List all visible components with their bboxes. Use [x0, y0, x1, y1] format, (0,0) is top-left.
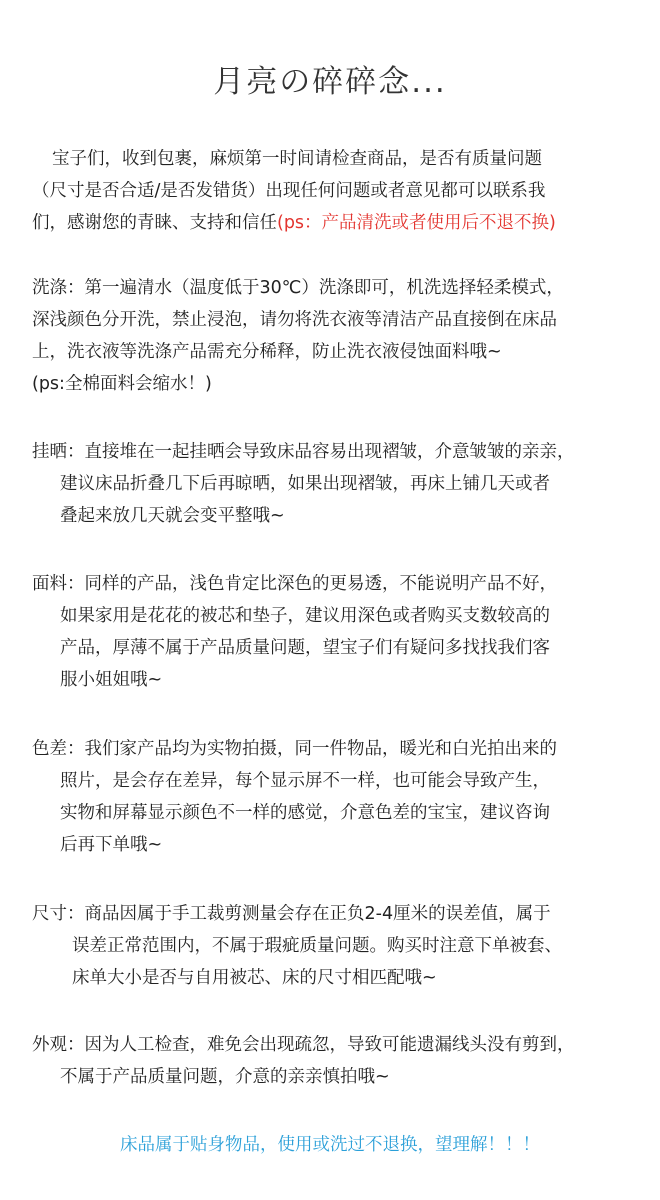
footer-note: 床品属于贴身物品，使用或洗过不退换，望理解！！！: [120, 1135, 540, 1155]
fabric-section: [32, 568, 644, 696]
appearance-line: 外观：因为人工检查，难免会出现疏忽，导致可能遗漏线头没有剪到，: [32, 1035, 575, 1055]
washing-line: 深浅颜色分开洗，禁止浸泡，请勿将洗衣液等清洁产品直接倒在床品: [32, 310, 557, 330]
size-line: 误差正常范围内，不属于瑕疵质量问题。购买时注意下单被套、: [72, 936, 562, 956]
intro-line-2: （尺寸是否合适/是否发错货）出现任何问题或者意见都可以联系我: [32, 181, 546, 201]
drying-line: 挂晒：直接堆在一起挂晒会导致床品容易出现褶皱，介意皱皱的亲亲，: [32, 442, 575, 462]
fabric-line: 面料：同样的产品，浅色肯定比深色的更易透，不能说明产品不好，: [32, 574, 557, 594]
intro-line-1: 宝子们，收到包裹，麻烦第一时间请检查商品，是否有质量问题: [52, 149, 542, 169]
size-section: [32, 898, 644, 994]
color-diff-line: 照片，是会存在差异，每个显示屏不一样，也可能会导致产生，: [60, 771, 550, 791]
no-return-warning: (ps：产品清洗或者使用后不退不换): [277, 213, 556, 233]
drying-line: 叠起来放几天就会变平整哦~: [60, 506, 285, 526]
washing-section: [32, 272, 644, 400]
intro-paragraph: [32, 143, 642, 239]
size-line: 尺寸：商品因属于手工裁剪测量会存在正负2-4厘米的误差值，属于: [32, 904, 551, 924]
washing-line: 上，洗衣液等洗涤产品需充分稀释，防止洗衣液侵蚀面料哦~: [32, 342, 502, 362]
page-title: 月亮の碎碎念...: [213, 64, 447, 100]
fabric-line: 产品，厚薄不属于产品质量问题，望宝子们有疑问多找找我们客: [60, 638, 550, 658]
washing-line: 洗涤：第一遍清水（温度低于30℃）洗涤即可，机洗选择轻柔模式，: [32, 278, 564, 298]
fabric-line: 如果家用是花花的被芯和垫子，建议用深色或者购买支数较高的: [60, 606, 550, 626]
color-diff-line: 后再下单哦~: [60, 835, 163, 855]
washing-note: (ps:全棉面料会缩水！): [32, 374, 212, 394]
fabric-line: 服小姐姐哦~: [60, 670, 163, 690]
drying-line: 建议床品折叠几下后再晾晒，如果出现褶皱，再床上铺几天或者: [60, 474, 550, 494]
appearance-section: [32, 1029, 644, 1093]
drying-section: [32, 436, 644, 532]
intro-line-3: 们，感谢您的青睐、支持和信任: [32, 213, 277, 233]
color-diff-line: 色差：我们家产品均为实物拍摄，同一件物品，暖光和白光拍出来的: [32, 739, 557, 759]
color-diff-line: 实物和屏幕显示颜色不一样的感觉，介意色差的宝宝，建议咨询: [60, 803, 550, 823]
color-difference-section: [32, 733, 644, 861]
size-line: 床单大小是否与自用被芯、床的尺寸相匹配哦~: [72, 968, 437, 988]
appearance-line: 不属于产品质量问题，介意的亲亲慎拍哦~: [60, 1067, 390, 1087]
